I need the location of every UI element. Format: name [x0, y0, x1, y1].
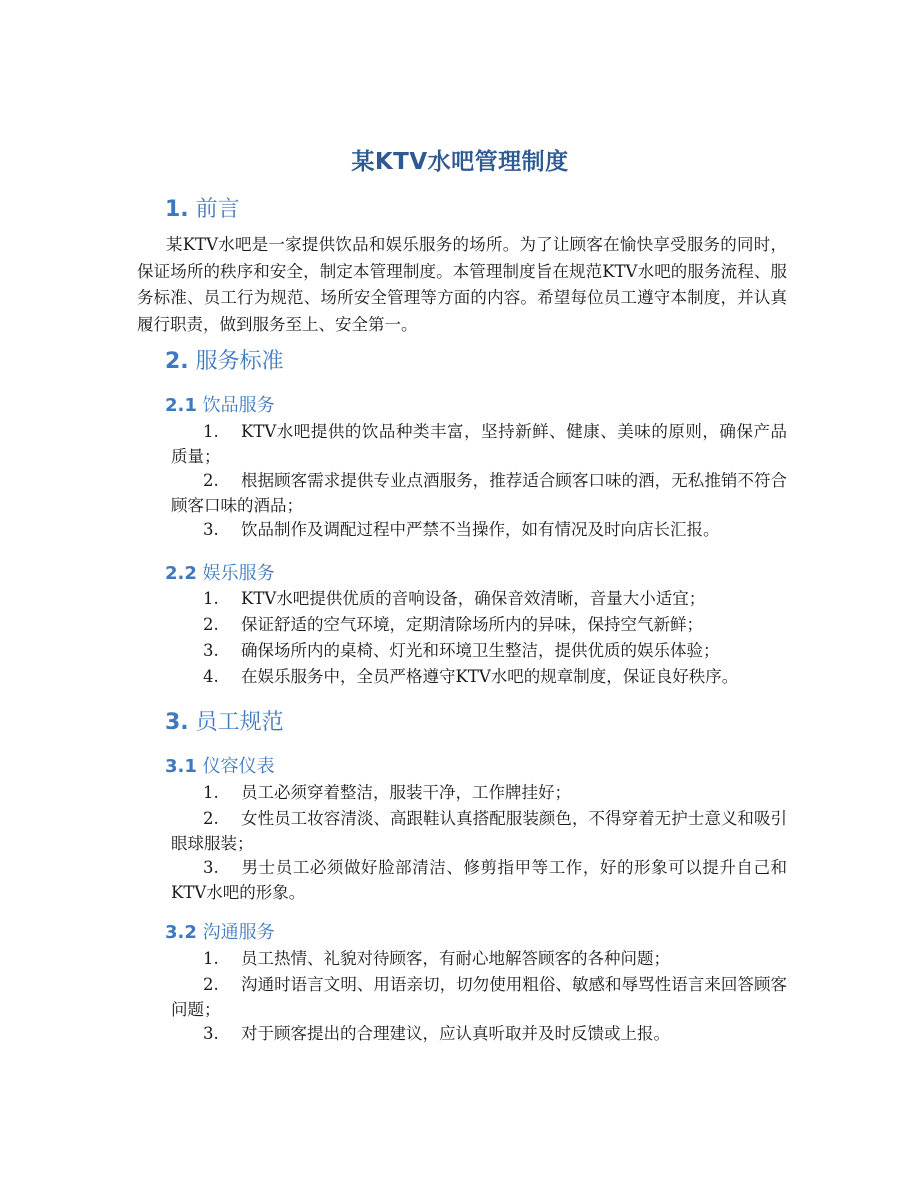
list-item: 2. 保证舒适的空气环境，定期清除场所内的异味，保持空气新鲜； — [203, 615, 703, 634]
list-item: 3. 饮品制作及调配过程中严禁不当操作，如有情况及时向店长汇报。 — [203, 520, 720, 539]
subsection-number: 2.1 — [165, 395, 197, 416]
section-number: 2. — [165, 349, 189, 374]
subsection-title: 娱乐服务 — [202, 563, 275, 584]
list-item: 1. KTV水吧提供优质的音响设备，确保音效清晰，音量大小适宜； — [203, 589, 706, 608]
list-item: 2. 沟通时语言文明、用语亲切，切勿使用粗俗、敏感和辱骂性语言来回答顾客问题； — [171, 975, 787, 1019]
section-number: 3. — [165, 710, 189, 735]
subsection-heading-communication — [165, 918, 275, 944]
section-number: 1. — [165, 197, 189, 222]
section-title: 服务标准 — [195, 349, 284, 374]
subsection-title: 仪容仪表 — [202, 756, 275, 777]
subsection-number: 3.2 — [165, 922, 197, 943]
subsection-title: 饮品服务 — [202, 395, 275, 416]
subsection-heading-drink-service — [165, 391, 275, 417]
document-title: 某KTV水吧管理制度 — [351, 149, 569, 175]
subsection-title: 沟通服务 — [202, 922, 275, 943]
list-item: 3. 男士员工必须做好脸部清洁、修剪指甲等工作，好的形象可以提升自己和KTV水吧的形象。 — [171, 858, 787, 902]
section-heading-preface — [165, 192, 240, 223]
list-item: 2. 根据顾客需求提供专业点酒服务，推荐适合顾客口味的酒，无私推销不符合顾客口味的酒品； — [171, 471, 787, 515]
subsection-heading-appearance — [165, 752, 275, 778]
list-item: 4. 在娱乐服务中，全员严格遵守KTV水吧的规章制度，保证良好秩序。 — [203, 667, 739, 686]
list-item: 1. 员工热情、礼貌对待顾客，有耐心地解答顾客的各种问题； — [203, 949, 670, 968]
list-item: 1. KTV水吧提供的饮品种类丰富，坚持新鲜、健康、美味的原则，确保产品质量； — [171, 422, 787, 466]
preface-paragraph: 某KTV水吧是一家提供饮品和娱乐服务的场所。为了让顾客在愉快享受服务的同时，保证场所的秩序和安全，制定本管理制度。本管理制度旨在规范KTV水吧的服务流程、服务标准、员工行为规范、场所安全管理等方面的内容。希望每位员工遵守本制度，并认真履行职责，做到服务至上、安全第一。 — [137, 235, 787, 334]
section-title: 前言 — [195, 197, 240, 222]
list-item: 1. 员工必须穿着整洁，服装干净，工作牌挂好； — [203, 783, 571, 802]
subsection-number: 2.2 — [165, 563, 197, 584]
section-heading-service-standards — [165, 344, 284, 375]
list-item: 2. 女性员工妆容清淡、高跟鞋认真搭配服装颜色，不得穿着无护士意义和吸引眼球服装； — [171, 809, 787, 853]
list-item: 3. 对于顾客提出的合理建议，应认真听取并及时反馈或上报。 — [203, 1024, 670, 1043]
subsection-heading-entertainment-service — [165, 559, 275, 585]
subsection-number: 3.1 — [165, 756, 197, 777]
list-item: 3. 确保场所内的桌椅、灯光和环境卫生整洁，提供优质的娱乐体验； — [203, 641, 720, 660]
section-title: 员工规范 — [195, 710, 284, 735]
section-heading-staff-standards — [165, 705, 284, 736]
